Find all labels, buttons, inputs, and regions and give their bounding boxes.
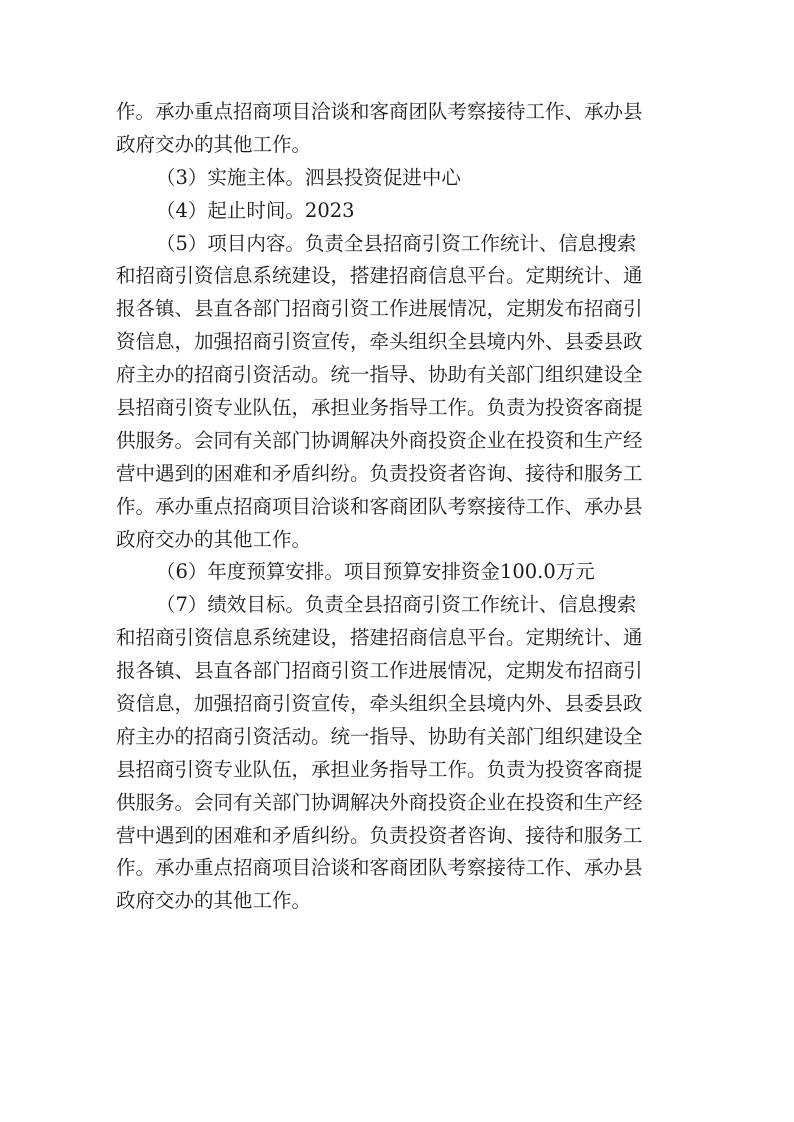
text-line: 府主办的招商引资活动。统一指导、协助有关部门组织建设全 xyxy=(116,363,643,387)
text-line: 作。承办重点招商项目洽谈和客商团队考察接待工作、承办县 xyxy=(116,494,643,518)
paragraph-first-line: （3）实施主体。泗县投资促进中心 xyxy=(156,165,461,189)
text-line: 作。承办重点招商项目洽谈和客商团队考察接待工作、承办县 xyxy=(116,100,643,123)
paragraph-first-line: （6）年度预算安排。项目预算安排资金100.0万元 xyxy=(156,560,595,584)
text-line: 供服务。会同有关部门协调解决外商投资企业在投资和生产经 xyxy=(116,428,643,452)
text-line: 营中遇到的困难和矛盾纠纷。负责投资者咨询、接待和服务工 xyxy=(116,823,643,847)
text-line: 县招商引资专业队伍，承担业务指导工作。负责为投资客商提 xyxy=(116,396,643,420)
text-line: 营中遇到的困难和矛盾纠纷。负责投资者咨询、接待和服务工 xyxy=(116,461,643,485)
text-line: 供服务。会同有关部门协调解决外商投资企业在投资和生产经 xyxy=(116,790,643,814)
paragraph-first-line: （5）项目内容。负责全县招商引资工作统计、信息搜索 xyxy=(156,231,637,255)
text-line: 和招商引资信息系统建设，搭建招商信息平台。定期统计、通 xyxy=(116,264,643,288)
text-line: 资信息，加强招商引资宣传，牵头组织全县境内外、县委县政 xyxy=(116,330,643,354)
text-line: 府主办的招商引资活动。统一指导、协助有关部门组织建设全 xyxy=(116,724,643,748)
text-line: 政府交办的其他工作。 xyxy=(116,132,312,156)
text-line: 和招商引资信息系统建设，搭建招商信息平台。定期统计、通 xyxy=(116,626,643,650)
text-line: 作。承办重点招商项目洽谈和客商团队考察接待工作、承办县 xyxy=(116,856,643,880)
text-line: 县招商引资专业队伍，承担业务指导工作。负责为投资客商提 xyxy=(116,757,643,781)
text-line: 资信息，加强招商引资宣传，牵头组织全县境内外、县委县政 xyxy=(116,692,643,716)
paragraph-first-line: （4）起止时间。2023 xyxy=(156,198,355,222)
document-body xyxy=(116,96,682,918)
text-line: 政府交办的其他工作。 xyxy=(116,889,312,913)
text-line: 报各镇、县直各部门招商引资工作进展情况，定期发布招商引 xyxy=(116,297,643,321)
text-line: 政府交办的其他工作。 xyxy=(116,527,312,551)
paragraph-first-line: （7）绩效目标。负责全县招商引资工作统计、信息搜索 xyxy=(156,593,637,617)
text-line: 报各镇、县直各部门招商引资工作进展情况，定期发布招商引 xyxy=(116,659,643,683)
